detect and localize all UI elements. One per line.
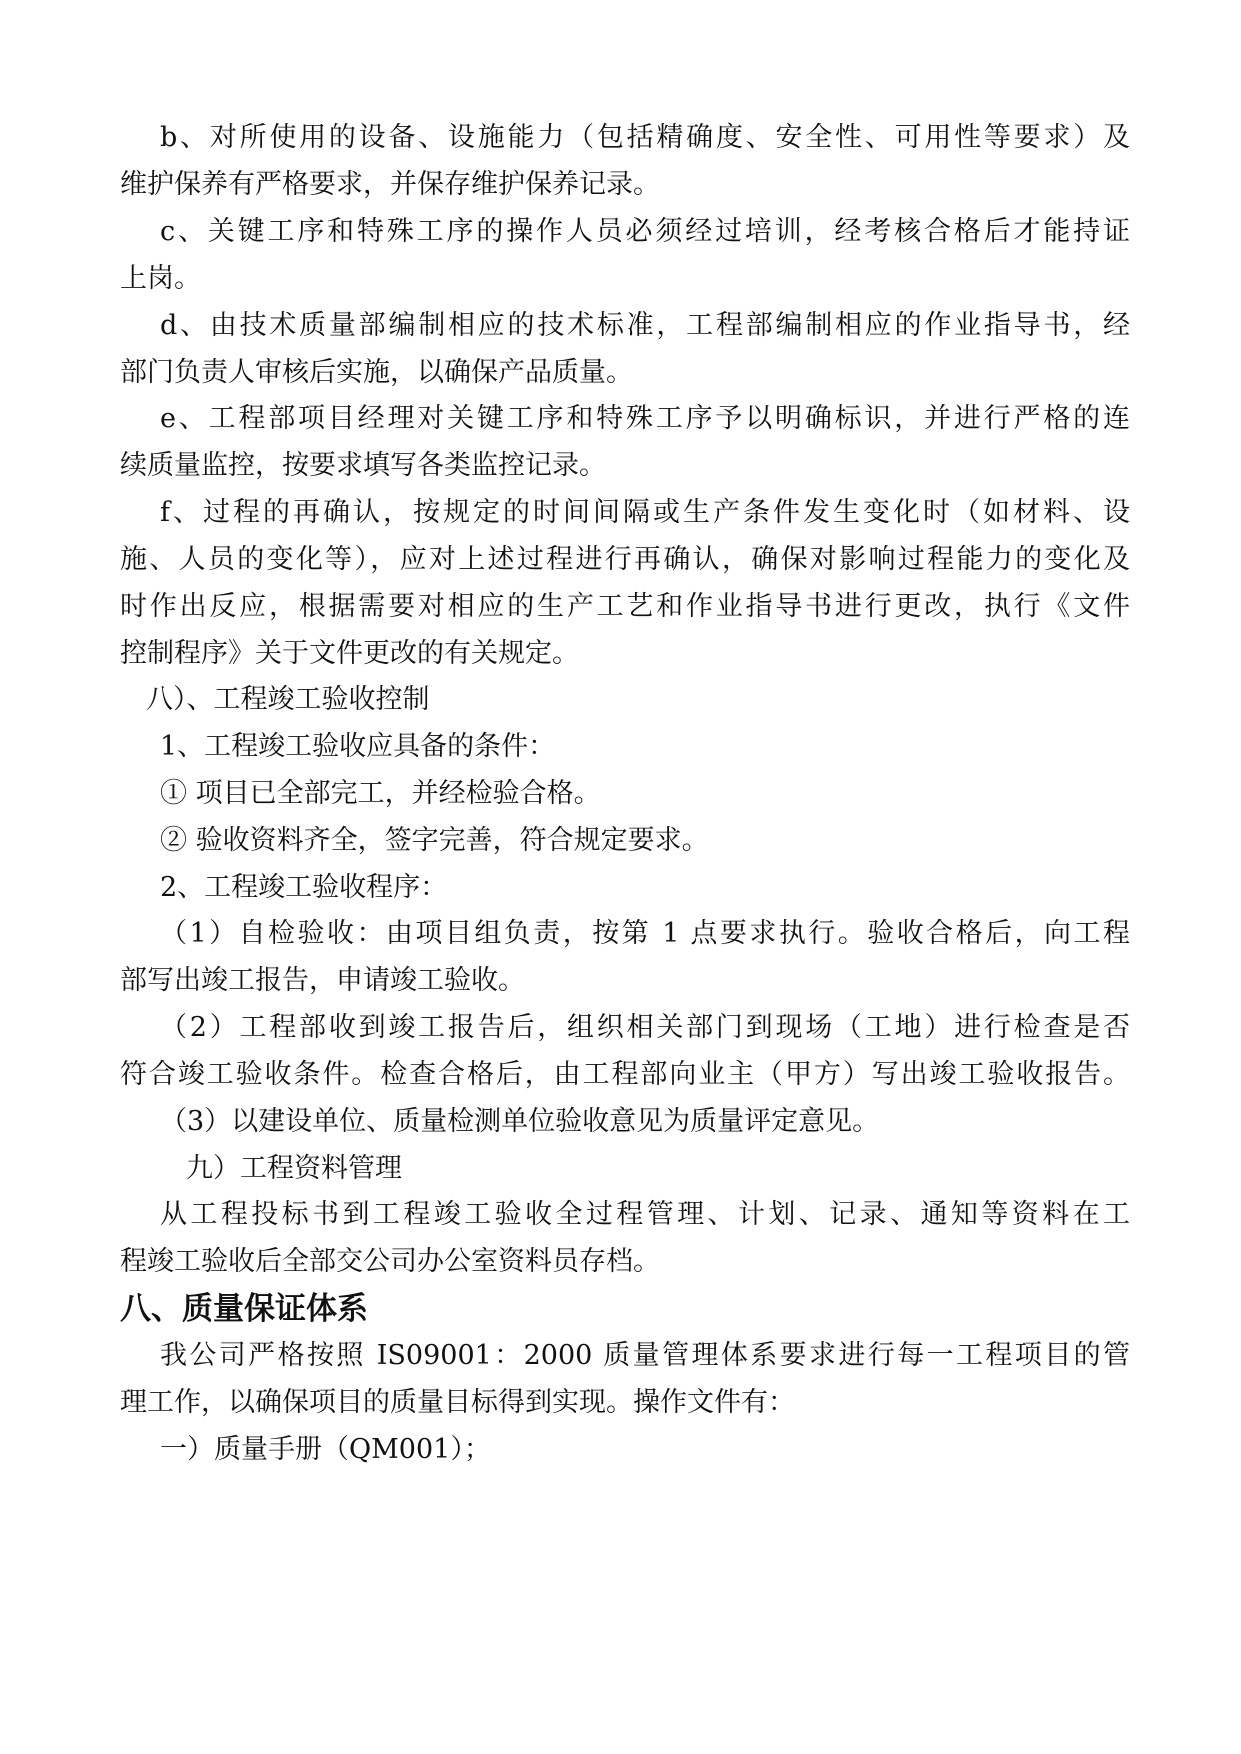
procedure-title: 2、工程竣工验收程序： <box>160 872 448 903</box>
quality-system-line-2: 理工作，以确保项目的质量目标得到实现。操作文件有： <box>120 1387 795 1418</box>
procedure-2-line-2: 符合竣工验收条件。检查合格后，由工程部向业主（甲方）写出竣工验收报告。 <box>120 1059 1130 1090</box>
condition-item-1: ① 项目已全部完工，并经检验合格。 <box>160 778 601 809</box>
paragraph-b-line-2: 维护保养有严格要求，并保存维护保养记录。 <box>120 169 660 200</box>
paragraph-f-line-3: 时作出反应，根据需要对相应的生产工艺和作业指导书进行更改，执行《文件 <box>120 591 1130 622</box>
procedure-1-line-1: （1）自检验收：由项目组负责，按第 1 点要求执行。验收合格后，向工程 <box>160 918 1130 949</box>
paragraph-f-line-4: 控制程序》关于文件更改的有关规定。 <box>120 638 579 669</box>
quality-system-line-1: 我公司严格按照 IS09001：2000 质量管理体系要求进行每一工程项目的管 <box>160 1340 1130 1371</box>
paragraph-d-line-2: 部门负责人审核后实施，以确保产品质量。 <box>120 357 633 388</box>
condition-item-2: ② 验收资料齐全，签字完善，符合规定要求。 <box>160 825 709 856</box>
records-line-2: 程竣工验收后全部交公司办公室资料员存档。 <box>120 1246 660 1277</box>
paragraph-d-line-1: d、由技术质量部编制相应的技术标准，工程部编制相应的作业指导书，经 <box>160 310 1130 341</box>
procedure-1-line-2: 部写出竣工报告，申请竣工验收。 <box>120 965 525 996</box>
paragraph-e-line-1: e、工程部项目经理对关键工序和特殊工序予以明确标识，并进行严格的连 <box>160 403 1130 434</box>
paragraph-c-line-1: c、关键工序和特殊工序的操作人员必须经过培训，经考核合格后才能持证 <box>160 216 1130 247</box>
records-line-1: 从工程投标书到工程竣工验收全过程管理、计划、记录、通知等资料在工 <box>160 1199 1130 1230</box>
procedure-2-line-1: （2）工程部收到竣工报告后，组织相关部门到现场（工地）进行检查是否 <box>160 1012 1130 1043</box>
paragraph-f-line-2: 施、人员的变化等），应对上述过程进行再确认，确保对影响过程能力的变化及 <box>120 544 1130 575</box>
paragraph-f-line-1: f、过程的再确认，按规定的时间间隔或生产条件发生变化时（如材料、设 <box>160 497 1130 528</box>
section-heading-9: 九）工程资料管理 <box>186 1153 402 1184</box>
paragraph-b-line-1: b、对所使用的设备、设施能力（包括精确度、安全性、可用性等要求）及 <box>160 122 1130 153</box>
conditions-title: 1、工程竣工验收应具备的条件： <box>160 731 556 762</box>
chapter-heading: 八、质量保证体系 <box>120 1291 368 1327</box>
paragraph-e-line-2: 续质量监控，按要求填写各类监控记录。 <box>120 450 606 481</box>
section-heading-8: 八）、工程竣工验收控制 <box>146 684 430 715</box>
quality-manual-item: 一）质量手册（QM001）； <box>160 1434 491 1465</box>
paragraph-c-line-2: 上岗。 <box>120 263 201 294</box>
procedure-3-line: （3）以建设单位、质量检测单位验收意见为质量评定意见。 <box>160 1106 880 1137</box>
